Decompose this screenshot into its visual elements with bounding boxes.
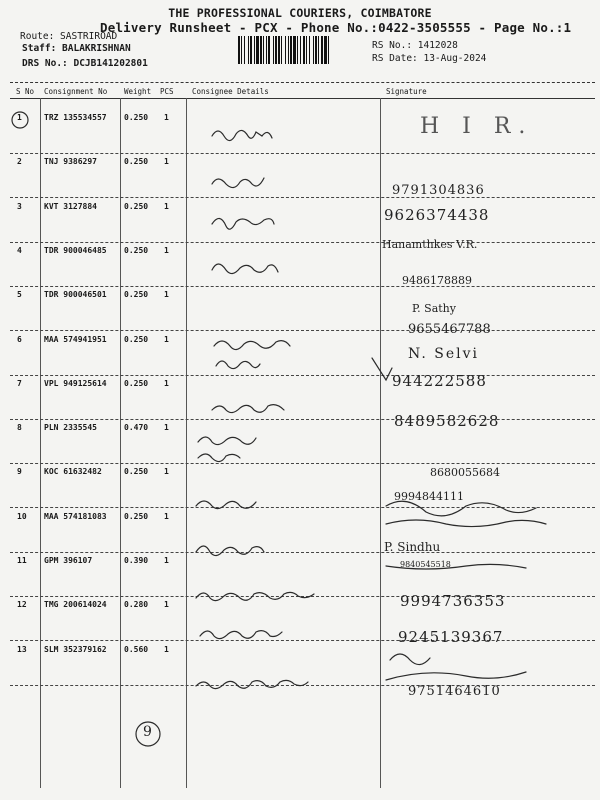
signature-phone: 9486178889 (402, 274, 472, 287)
row-pcs: 1 (164, 202, 169, 211)
signature-scribble (390, 654, 430, 665)
col-pcs: PCS (160, 87, 174, 96)
row-weight: 0.250 (124, 157, 149, 166)
row-sno: 12 (17, 600, 27, 609)
row-consignment: MAA 574181083 (44, 512, 107, 521)
consignee-handwriting (196, 592, 314, 600)
signature-text: H I R. (420, 114, 534, 139)
row-weight: 0.250 (124, 202, 149, 211)
signature-phone: 9840545518 (400, 560, 451, 569)
row-pcs: 1 (164, 600, 169, 609)
row-consignment: PLN 2335545 (44, 423, 97, 432)
row-sno: 10 (17, 512, 27, 521)
row-weight: 0.560 (124, 645, 149, 654)
row-circle-mark (12, 112, 28, 128)
consignee-handwriting (212, 264, 278, 274)
row-pcs: 1 (164, 379, 169, 388)
signature-phone: 9751464610 (408, 684, 501, 699)
row-consignment: TRZ 135534557 (44, 113, 107, 122)
col-weight: Weight (124, 87, 152, 96)
col-sno: S No (16, 87, 35, 96)
row-consignment: MAA 574941951 (44, 335, 107, 344)
row-consignment: KOC 61632482 (44, 467, 102, 476)
signature-name: N. Selvi (408, 346, 479, 362)
consignee-handwriting (198, 437, 256, 445)
signature-phone: 9626374438 (384, 206, 490, 224)
signature-phone: 8680055684 (430, 466, 500, 479)
route-label: Route: SASTRIROAD (20, 31, 118, 42)
row-sno: 11 (17, 556, 27, 565)
row-pcs: 1 (164, 512, 169, 521)
row-weight: 0.250 (124, 379, 149, 388)
row-pcs: 1 (164, 113, 169, 122)
col-consignee: Consignee Details (192, 87, 269, 96)
signature-scribble (386, 672, 526, 680)
signature-phone: 9655467788 (408, 322, 491, 337)
row-pcs: 1 (164, 556, 169, 565)
row-pcs: 1 (164, 467, 169, 476)
row-consignment: TNJ 9386297 (44, 157, 97, 166)
consignee-handwriting (212, 130, 272, 140)
row-sno: 5 (17, 290, 22, 299)
signature-name: P. Sathy (412, 302, 456, 315)
signature-phone: 9994844111 (394, 490, 464, 503)
row-weight: 0.250 (124, 113, 149, 122)
consignee-handwriting (212, 405, 284, 413)
row-consignment: TDR 900046485 (44, 246, 107, 255)
row-pcs: 1 (164, 157, 169, 166)
consignee-handwriting (212, 178, 264, 188)
signature-phone: 944222588 (392, 372, 487, 390)
row-sno: 3 (17, 202, 22, 211)
consignee-handwriting (214, 341, 290, 350)
row-weight: 0.280 (124, 600, 149, 609)
row-consignment: KVT 3127884 (44, 202, 97, 211)
runsheet-title: Delivery Runsheet - PCX - Phone No.:0422-3505555 - Page No.:1 (100, 20, 572, 35)
consignee-handwriting (198, 454, 240, 462)
row-pcs: 1 (164, 645, 169, 654)
consignee-handwriting (212, 218, 274, 229)
signature-scribble (386, 520, 546, 527)
row-sno: 9 (17, 467, 22, 476)
company-title: THE PROFESSIONAL COURIERS, COIMBATORE (168, 6, 432, 20)
row-consignment: VPL 949125614 (44, 379, 107, 388)
signature-name: P. Sindhu (384, 540, 441, 554)
col-consignment: Consignment No (44, 87, 108, 96)
page-mark: 9 (143, 724, 152, 740)
row-pcs: 1 (164, 423, 169, 432)
row-weight: 0.250 (124, 467, 149, 476)
row-weight: 0.250 (124, 512, 149, 521)
row-consignment: GPM 396107 (44, 556, 93, 565)
row-sno: 7 (17, 379, 22, 388)
rs-date: RS Date: 13-Aug-2024 (372, 53, 487, 64)
row-sno: 8 (17, 423, 22, 432)
signature-phone: 9245139367 (398, 628, 504, 646)
row-weight: 0.250 (124, 246, 149, 255)
drs-number: DRS No.: DCJB141202801 (22, 58, 148, 69)
staff-label: Staff: BALAKRISHNAN (22, 43, 131, 54)
signature-phone: 9791304836 (392, 183, 485, 198)
row-consignment: TMG 200614024 (44, 600, 107, 609)
row-weight: 0.390 (124, 556, 149, 565)
row-pcs: 1 (164, 335, 169, 344)
col-signature: Signature (386, 87, 427, 96)
consignee-handwriting (216, 361, 260, 369)
consignee-handwriting (196, 546, 264, 556)
row-sno: 6 (17, 335, 22, 344)
row-sno: 1 (17, 113, 22, 122)
signature-phone: 9994736353 (400, 592, 506, 610)
arrow-mark (372, 358, 392, 380)
row-sno: 4 (17, 246, 22, 255)
row-weight: 0.250 (124, 335, 149, 344)
row-pcs: 1 (164, 290, 169, 299)
consignee-handwriting (196, 680, 308, 688)
rs-number: RS No.: 1412028 (372, 40, 458, 51)
row-consignment: TDR 900046501 (44, 290, 107, 299)
row-sno: 13 (17, 645, 27, 654)
row-sno: 2 (17, 157, 22, 166)
consignee-handwriting (200, 631, 282, 639)
row-weight: 0.250 (124, 290, 149, 299)
row-consignment: SLM 352379162 (44, 645, 107, 654)
signature-phone: 8489582628 (394, 412, 500, 430)
signature-scribble (386, 501, 536, 516)
consignee-handwriting (196, 501, 256, 509)
row-weight: 0.470 (124, 423, 149, 432)
row-pcs: 1 (164, 246, 169, 255)
signature-name: Hanamthkes V.R. (382, 238, 478, 251)
